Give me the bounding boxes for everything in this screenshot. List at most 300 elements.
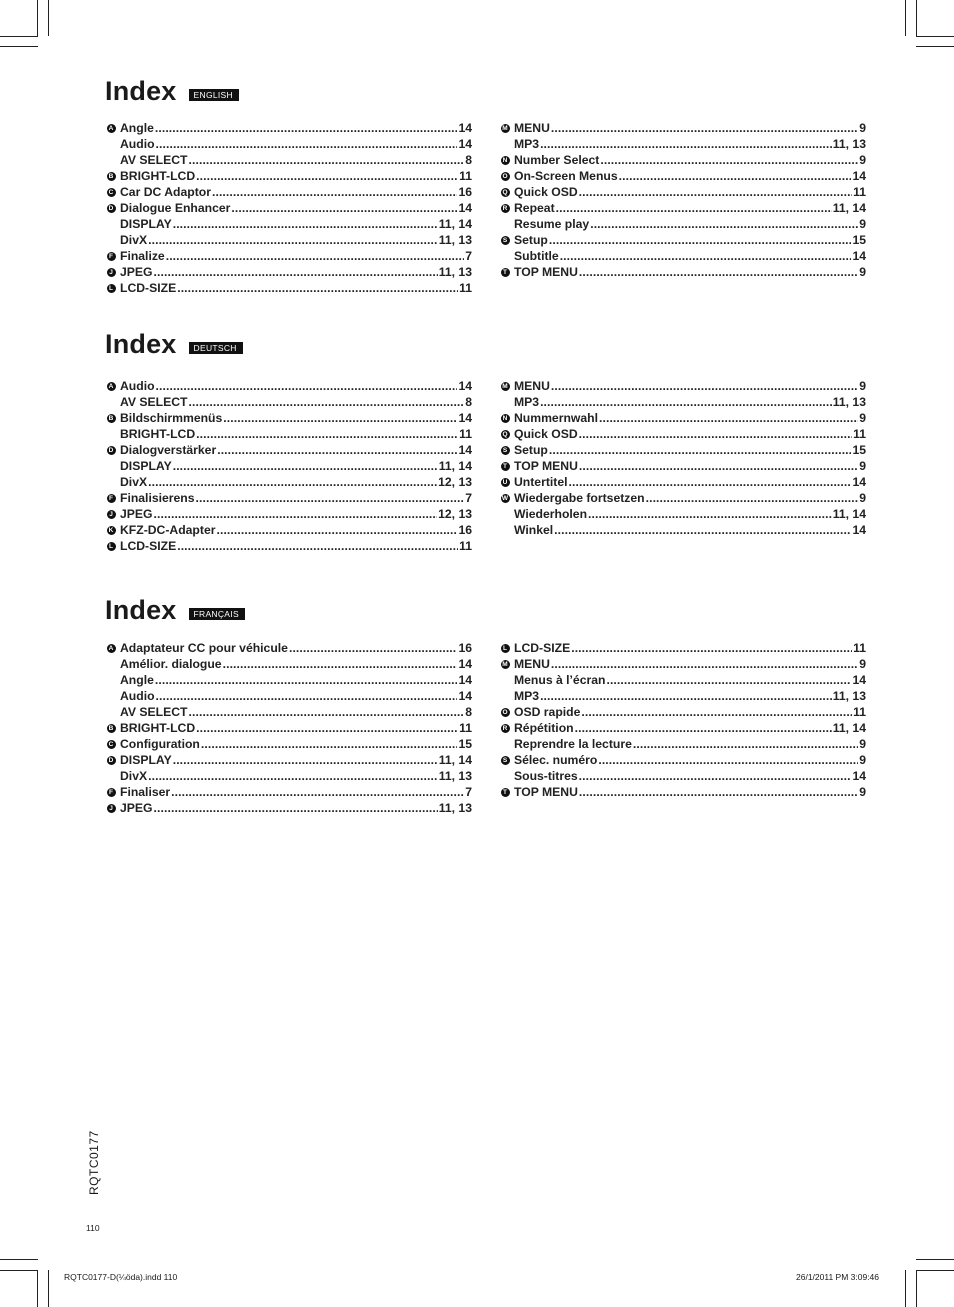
- index-term: Reprendre la lecture: [514, 737, 632, 751]
- index-term: MP3: [514, 689, 540, 703]
- crop-mark: [0, 36, 38, 37]
- dot-leader: [196, 426, 458, 442]
- letter-marker-label: R: [501, 204, 510, 213]
- index-entry: [105, 200, 472, 216]
- index-term: Finalize: [120, 249, 165, 263]
- index-entry: [499, 736, 866, 752]
- dot-leader: [581, 704, 852, 720]
- dot-leader: [551, 120, 858, 136]
- letter-marker-icon: [105, 186, 117, 198]
- index-term: JPEG: [120, 507, 153, 521]
- page-reference: 8: [465, 395, 472, 409]
- index-term: Configuration: [120, 737, 200, 751]
- dot-leader: [166, 248, 465, 264]
- letter-marker-icon: [499, 476, 511, 488]
- letter-marker-label: U: [501, 478, 510, 487]
- index-entry: [105, 656, 472, 672]
- index-term: MENU: [514, 657, 550, 671]
- crop-mark: [37, 0, 38, 36]
- letter-marker-label: F: [107, 788, 116, 797]
- dot-leader: [549, 442, 852, 458]
- index-entry: [499, 232, 866, 248]
- page-reference: 14: [458, 121, 472, 135]
- index-entry: [499, 704, 866, 720]
- letter-marker-icon: [105, 508, 117, 520]
- letter-marker-icon: [105, 642, 117, 654]
- dot-leader: [189, 394, 465, 410]
- crop-mark: [916, 1270, 954, 1271]
- index-entry: [499, 200, 866, 216]
- dot-leader: [196, 168, 458, 184]
- letter-marker-icon: [499, 122, 511, 134]
- index-entry: [499, 394, 866, 410]
- index-term: DivX: [120, 233, 148, 247]
- letter-marker-icon: [499, 396, 511, 408]
- letter-marker-label: T: [501, 788, 510, 797]
- crop-mark: [916, 36, 954, 37]
- letter-marker-label: R: [501, 724, 510, 733]
- dot-leader: [540, 136, 832, 152]
- dot-leader: [551, 656, 858, 672]
- index-entry: [105, 784, 472, 800]
- page-reference: 11: [459, 539, 472, 553]
- index-term: Untertitel: [514, 475, 568, 489]
- index-entry: [499, 458, 866, 474]
- index-entry: [499, 672, 866, 688]
- page-reference: 9: [859, 753, 866, 767]
- letter-marker-label: J: [107, 804, 116, 813]
- index-term: Répétition: [514, 721, 574, 735]
- crop-mark: [0, 1270, 38, 1271]
- dot-leader: [212, 184, 457, 200]
- page-reference: 9: [859, 491, 866, 505]
- index-term: Resume play: [514, 217, 590, 231]
- page-reference: 9: [859, 217, 866, 231]
- letter-marker-label: K: [107, 526, 116, 535]
- letter-marker-label: L: [107, 284, 116, 293]
- letter-marker-icon: [105, 396, 117, 408]
- dot-leader: [189, 152, 465, 168]
- page-reference: 15: [852, 443, 866, 457]
- index-entry: [499, 640, 866, 656]
- page-reference: 14: [852, 523, 866, 537]
- letter-marker-icon: [499, 170, 511, 182]
- letter-marker-icon: [499, 690, 511, 702]
- letter-marker-icon: [105, 738, 117, 750]
- index-entry: [499, 426, 866, 442]
- dot-leader: [606, 672, 851, 688]
- letter-marker-icon: [105, 754, 117, 766]
- index-entry: [105, 672, 472, 688]
- index-term: Wiedergabe fortsetzen: [514, 491, 645, 505]
- index-term: Car DC Adaptor: [120, 185, 211, 199]
- letter-marker-label: D: [107, 446, 116, 455]
- crop-mark: [916, 1259, 954, 1260]
- crop-mark: [916, 0, 917, 36]
- index-term: Finaliser: [120, 785, 171, 799]
- dot-leader: [646, 490, 859, 506]
- index-entry: [105, 152, 472, 168]
- letter-marker-icon: [499, 786, 511, 798]
- index-term: JPEG: [120, 801, 153, 815]
- dot-leader: [155, 120, 458, 136]
- page-reference: 11, 14: [438, 753, 472, 767]
- page-reference: 11: [459, 427, 472, 441]
- letter-marker-label: M: [502, 124, 508, 132]
- dot-leader: [575, 720, 832, 736]
- letter-marker-icon: [105, 674, 117, 686]
- page-reference: 11, 13: [438, 265, 472, 279]
- letter-marker-icon: [499, 154, 511, 166]
- crop-mark: [0, 46, 38, 47]
- index-term: DISPLAY: [120, 459, 172, 473]
- dot-leader: [148, 768, 438, 784]
- dot-leader: [156, 136, 458, 152]
- index-term: Audio: [120, 137, 155, 151]
- index-entry: [105, 248, 472, 264]
- index-term: KFZ-DC-Adapter: [120, 523, 216, 537]
- letter-marker-icon: [105, 154, 117, 166]
- dot-leader: [156, 378, 458, 394]
- dot-leader: [579, 768, 852, 784]
- page-reference: 11, 13: [438, 233, 472, 247]
- index-entry: [499, 378, 866, 394]
- letter-marker-label: S: [501, 756, 510, 765]
- index-entry: [105, 442, 472, 458]
- index-entry: [105, 216, 472, 232]
- page-reference: 16: [458, 641, 472, 655]
- letter-marker-icon: [105, 802, 117, 814]
- letter-marker-icon: [499, 186, 511, 198]
- letter-marker-label: S: [501, 236, 510, 245]
- letter-marker-label: D: [107, 204, 116, 213]
- letter-marker-label: B: [107, 724, 116, 733]
- page-reference: 14: [458, 443, 472, 457]
- letter-marker-label: S: [501, 446, 510, 455]
- dot-leader: [148, 232, 438, 248]
- page-reference: 11, 13: [438, 769, 472, 783]
- page-reference: 9: [859, 657, 866, 671]
- index-entry: [499, 490, 866, 506]
- index-term: Finalisierens: [120, 491, 195, 505]
- page-reference: 16: [458, 185, 472, 199]
- page-reference: 7: [465, 785, 472, 799]
- index-entry: [499, 506, 866, 522]
- index-entry: [499, 136, 866, 152]
- index-term: Setup: [514, 443, 548, 457]
- letter-marker-icon: [105, 266, 117, 278]
- language-badge: DEUTSCH: [189, 342, 243, 354]
- index-heading-deutsch: [105, 331, 243, 358]
- letter-marker-icon: [499, 658, 511, 670]
- dot-leader: [540, 688, 832, 704]
- letter-marker-icon: [499, 642, 511, 654]
- letter-marker-icon: [105, 412, 117, 424]
- index-term: DISPLAY: [120, 753, 172, 767]
- index-entry: [105, 640, 472, 656]
- letter-marker-label: C: [107, 740, 116, 749]
- index-title: Index: [105, 329, 177, 359]
- letter-marker-label: O: [502, 708, 508, 716]
- letter-marker-label: O: [502, 172, 508, 180]
- letter-marker-icon: [499, 754, 511, 766]
- page-reference: 9: [859, 121, 866, 135]
- dot-leader: [590, 216, 858, 232]
- index-entry: [499, 688, 866, 704]
- index-term: Number Select: [514, 153, 600, 167]
- page-reference: 11: [853, 705, 866, 719]
- dot-leader: [177, 280, 458, 296]
- letter-marker-label: A: [107, 124, 116, 133]
- index-term: TOP MENU: [514, 265, 578, 279]
- page-reference: 14: [458, 411, 472, 425]
- index-entry: [499, 152, 866, 168]
- letter-marker-icon: [105, 476, 117, 488]
- page-reference: 9: [859, 379, 866, 393]
- index-entry: [105, 768, 472, 784]
- index-term: Winkel: [514, 523, 554, 537]
- index-entry: [105, 280, 472, 296]
- dot-leader: [619, 168, 852, 184]
- letter-marker-label: M: [502, 660, 508, 668]
- dot-leader: [154, 800, 438, 816]
- letter-marker-icon: [499, 412, 511, 424]
- page-reference: 7: [465, 249, 472, 263]
- index-term: LCD-SIZE: [120, 281, 177, 295]
- letter-marker-icon: [499, 460, 511, 472]
- dot-leader: [177, 538, 458, 554]
- letter-marker-icon: [499, 428, 511, 440]
- letter-marker-label: L: [107, 542, 116, 551]
- index-term: Subtitle: [514, 249, 559, 263]
- page-reference: 11, 14: [832, 507, 866, 521]
- letter-marker-label: M: [502, 382, 508, 390]
- letter-marker-icon: [499, 202, 511, 214]
- index-term: Amélior. dialogue: [120, 657, 222, 671]
- letter-marker-icon: [499, 250, 511, 262]
- page-reference: 11, 14: [832, 201, 866, 215]
- letter-marker-icon: [499, 770, 511, 782]
- dot-leader: [155, 672, 458, 688]
- letter-marker-icon: [499, 266, 511, 278]
- letter-marker-icon: [499, 444, 511, 456]
- dot-leader: [554, 522, 851, 538]
- index-entry: [499, 410, 866, 426]
- index-title: Index: [105, 595, 177, 625]
- letter-marker-icon: [499, 234, 511, 246]
- index-entry: [105, 232, 472, 248]
- language-badge: ENGLISH: [189, 89, 239, 101]
- page-reference: 11: [853, 641, 866, 655]
- dot-leader: [223, 410, 457, 426]
- dot-leader: [217, 442, 457, 458]
- index-title: Index: [105, 76, 177, 106]
- language-badge: FRANÇAIS: [189, 608, 245, 620]
- index-entry: [499, 522, 866, 538]
- letter-marker-icon: [105, 706, 117, 718]
- page-reference: 11, 13: [832, 689, 866, 703]
- index-term: Repeat: [514, 201, 555, 215]
- index-term: Nummernwahl: [514, 411, 598, 425]
- letter-marker-label: A: [107, 644, 116, 653]
- letter-marker-icon: [499, 138, 511, 150]
- index-entry: [105, 688, 472, 704]
- page-reference: 9: [859, 265, 866, 279]
- document-code: RQTC0177: [87, 1130, 101, 1195]
- index-entry: [105, 120, 472, 136]
- page-reference: 14: [458, 657, 472, 671]
- crop-mark: [916, 1270, 917, 1307]
- index-entry: [499, 768, 866, 784]
- page-reference: 14: [852, 249, 866, 263]
- crop-mark: [48, 0, 49, 36]
- page-reference: 7: [465, 491, 472, 505]
- letter-marker-label: C: [107, 188, 116, 197]
- index-entry: [105, 184, 472, 200]
- letter-marker-icon: [105, 218, 117, 230]
- letter-marker-label: J: [107, 510, 116, 519]
- letter-marker-label: B: [107, 414, 116, 423]
- page-reference: 11: [459, 281, 472, 295]
- index-term: MENU: [514, 121, 550, 135]
- index-term: AV SELECT: [120, 153, 188, 167]
- letter-marker-icon: [105, 460, 117, 472]
- dot-leader: [173, 216, 438, 232]
- crop-mark: [48, 1270, 49, 1307]
- letter-marker-icon: [499, 706, 511, 718]
- dot-leader: [201, 736, 458, 752]
- letter-marker-label: T: [501, 462, 510, 471]
- dot-leader: [289, 640, 457, 656]
- index-column-english-right: [499, 120, 866, 280]
- dot-leader: [196, 720, 458, 736]
- dot-leader: [633, 736, 858, 752]
- dot-leader: [173, 752, 438, 768]
- page-reference: 14: [458, 201, 472, 215]
- index-term: Dialogue Enhancer: [120, 201, 231, 215]
- dot-leader: [569, 474, 852, 490]
- index-entry: [499, 120, 866, 136]
- index-term: MP3: [514, 395, 540, 409]
- index-term: AV SELECT: [120, 705, 188, 719]
- index-term: DivX: [120, 475, 148, 489]
- page-reference: 14: [852, 475, 866, 489]
- letter-marker-icon: [105, 524, 117, 536]
- letter-marker-icon: [105, 250, 117, 262]
- page-reference: 9: [859, 153, 866, 167]
- index-entry: [105, 506, 472, 522]
- index-entry: [105, 426, 472, 442]
- letter-marker-icon: [499, 492, 511, 504]
- letter-marker-icon: [105, 170, 117, 182]
- dot-leader: [156, 688, 458, 704]
- index-entry: [499, 216, 866, 232]
- page-reference: 9: [859, 785, 866, 799]
- index-entry: [105, 410, 472, 426]
- index-term: BRIGHT-LCD: [120, 427, 196, 441]
- crop-mark: [905, 0, 906, 36]
- letter-marker-icon: [105, 722, 117, 734]
- letter-marker-label: B: [107, 172, 116, 181]
- index-term: TOP MENU: [514, 459, 578, 473]
- letter-marker-icon: [499, 508, 511, 520]
- index-entry: [105, 522, 472, 538]
- footer-timestamp: 26/1/2011 PM 3:09:46: [796, 1272, 880, 1282]
- index-term: BRIGHT-LCD: [120, 169, 196, 183]
- footer-file-name: RQTC0177-D(¼öda).indd 110: [64, 1272, 178, 1282]
- page-reference: 15: [458, 737, 472, 751]
- index-entry: [499, 752, 866, 768]
- page-reference: 16: [458, 523, 472, 537]
- dot-leader: [579, 264, 858, 280]
- index-entry: [105, 136, 472, 152]
- index-entry: [105, 264, 472, 280]
- index-entry: [499, 248, 866, 264]
- index-term: On-Screen Menus: [514, 169, 618, 183]
- dot-leader: [588, 506, 832, 522]
- letter-marker-icon: [105, 202, 117, 214]
- index-term: Setup: [514, 233, 548, 247]
- page-reference: 14: [852, 673, 866, 687]
- index-entry: [105, 490, 472, 506]
- dot-leader: [173, 458, 438, 474]
- page-reference: 11, 13: [832, 395, 866, 409]
- letter-marker-label: L: [501, 644, 510, 653]
- letter-marker-label: W: [501, 494, 509, 502]
- index-entry: [105, 752, 472, 768]
- page-number: 110: [86, 1223, 100, 1233]
- index-term: Wiederholen: [514, 507, 588, 521]
- letter-marker-icon: [499, 738, 511, 750]
- dot-leader: [148, 474, 437, 490]
- dot-leader: [556, 200, 832, 216]
- dot-leader: [579, 184, 852, 200]
- page-reference: 11, 13: [832, 137, 866, 151]
- letter-marker-icon: [499, 722, 511, 734]
- dot-leader: [598, 752, 858, 768]
- index-entry: [105, 474, 472, 490]
- index-term: DISPLAY: [120, 217, 172, 231]
- page-reference: 11, 14: [438, 459, 472, 473]
- page-reference: 9: [859, 411, 866, 425]
- page-reference: 14: [458, 673, 472, 687]
- index-entry: [499, 784, 866, 800]
- index-entry: [499, 720, 866, 736]
- index-term: Menus à l’écran: [514, 673, 606, 687]
- index-term: Quick OSD: [514, 427, 578, 441]
- index-term: Sous-titres: [514, 769, 578, 783]
- index-entry: [105, 800, 472, 816]
- page-reference: 11, 14: [438, 217, 472, 231]
- index-term: Dialogverstärker: [120, 443, 217, 457]
- dot-leader: [223, 656, 458, 672]
- letter-marker-icon: [499, 380, 511, 392]
- index-entry: [499, 474, 866, 490]
- letter-marker-label: N: [501, 156, 510, 165]
- index-term: MP3: [514, 137, 540, 151]
- index-entry: [105, 704, 472, 720]
- page-reference: 11: [459, 721, 472, 735]
- page-reference: 11: [459, 169, 472, 183]
- crop-mark: [916, 46, 954, 47]
- letter-marker-icon: [105, 428, 117, 440]
- index-entry: [499, 656, 866, 672]
- letter-marker-label: Q: [502, 430, 508, 438]
- index-term: Angle: [120, 673, 154, 687]
- index-term: MENU: [514, 379, 550, 393]
- dot-leader: [551, 378, 858, 394]
- page-reference: 15: [852, 233, 866, 247]
